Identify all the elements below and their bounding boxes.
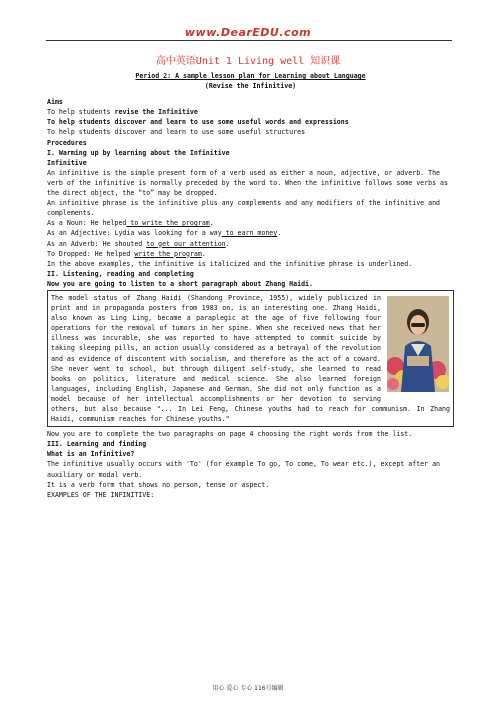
infinitive-definition: An infinitive is the simple present form of a verb used as either a noun, adjective, or adverb. The verb of the infinitive is normally preceded by the word to. When the infinitive follows some verbs as the direct object, the “to” may be dropped. bbox=[47, 168, 448, 198]
completion-instruction: Now you are to complete the two paragraphs on page 4 choosing the right words from the list. bbox=[47, 430, 413, 439]
period-title: Period 2: A sample lesson plan for Learning about Language bbox=[135, 72, 366, 80]
infinitive-form-note: It is a verb form that shows no person, tense or aspect. bbox=[47, 480, 270, 489]
section-3-heading: III. Learning and finding bbox=[47, 440, 147, 449]
infinitive-phrase-definition: An infinitive phrase is the infinitive plus any complements and any modifiers of the infinitive and complements. bbox=[47, 199, 441, 218]
header-divider bbox=[46, 40, 452, 41]
period-subtitle: (Revise the Infinitive) bbox=[204, 82, 297, 91]
aims-line-3: To help students discover and learn to use some useful structures bbox=[47, 128, 306, 137]
example-adjective: As an Adjective: Lydia was looking for a way to earn money. bbox=[47, 229, 282, 238]
infinitive-usage-note: The infinitive usually occurs with 'To' (for example To go, To come, To wear etc.), except after an auxiliary or modal verb. bbox=[47, 460, 441, 479]
page-footer: 用心 爱心 专心 116号编辑 bbox=[212, 685, 284, 692]
section-2-heading: II. Listening, reading and completing bbox=[47, 269, 194, 278]
section-1-heading: I. Warming up by learning about the Infinitive bbox=[47, 148, 230, 157]
aims-line-1: To help students revise the Infinitive bbox=[47, 108, 198, 117]
example-adverb: As an Adverb: He shouted to get our attention. bbox=[47, 239, 230, 248]
site-logo: www.DearEDU.com bbox=[184, 26, 312, 39]
document-title: 高中英语Unit 1 Living well 知识课 bbox=[155, 56, 341, 67]
what-is-infinitive-heading: What is an Infinitive? bbox=[47, 450, 135, 459]
zhang-haidi-passage-text: The model status of Zhang Haidi (Shandong Province, 1955), widely publicized in print and in propaganda posters from 1983 on, is an interesting one. Zhang Haidi, also known as Ling Ling, became a paraplegic at the age of five following four operations for the removal of tumors in her spine. When she received news that her illness was incurable, she was reported to have attempted to commit suicide by taking sleeping pills, an action usually considered as a betrayal of the revolution and as evidence of discontent with socialism, and therefore as the act of a coward. She never went to school, but through diligent self-study, she learned to read books on politics, literature and medical science. She also learned foreign languages, including English, Japanese and German. She did not only function as a model because of her intellectual accomplishments or her devotion to serving others, but also because "... In Lei Feng, Chinese youths had to reach for communism. In Zhang Haidi, communism reaches for Chinese youths." bbox=[51, 293, 450, 424]
zhang-haidi-passage-box bbox=[47, 290, 454, 427]
aims-line-2: To help students discover and learn to use some useful words and expressions bbox=[47, 118, 349, 127]
procedures-heading: Procedures bbox=[47, 138, 87, 147]
examples-note: In the above examples, the infinitive is italicized and the infinitive phrase is underlined. bbox=[47, 259, 413, 268]
infinitive-subheading: Infinitive bbox=[47, 158, 87, 167]
listening-instruction: Now you are going to listen to a short paragraph about Zhang Haidi. bbox=[47, 279, 313, 288]
example-noun: As a Noun: He helped to write the program. bbox=[47, 219, 214, 228]
example-to-dropped: To Dropped: He helped write the program. bbox=[47, 249, 206, 258]
document-body bbox=[47, 71, 454, 500]
zhang-haidi-photo bbox=[387, 296, 449, 392]
examples-heading: EXAMPLES OF THE INFINITIVE: bbox=[47, 490, 155, 499]
aims-heading: Aims bbox=[47, 98, 63, 107]
